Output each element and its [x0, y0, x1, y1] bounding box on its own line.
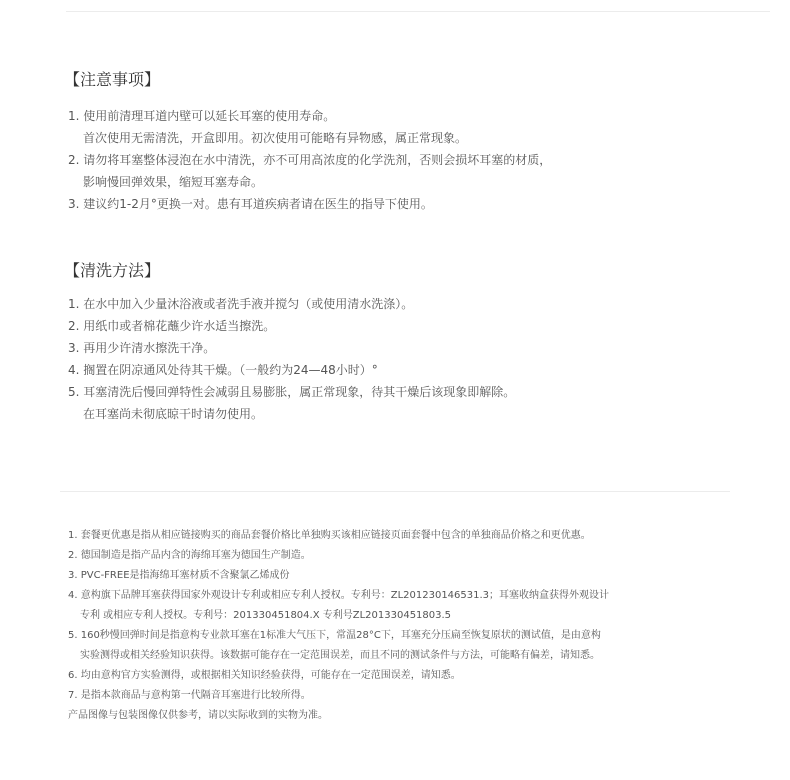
- attention-item-3: 3. 建议约1-2月°更换一对。患有耳道疾病者请在医生的指导下使用。: [68, 197, 433, 211]
- cleaning-item-4: 4. 搁置在阴凉通风处待其干燥。（一般约为24—48小时）°: [68, 363, 378, 377]
- footnote-6: 6. 均由意构官方实验测得，或根据相关知识经验获得，可能存在一定范围误差，请知悉。: [68, 670, 461, 681]
- cleaning-heading: 【清洗方法】: [64, 261, 161, 280]
- cleaning-item-2: 2. 用纸巾或者棉花蘸少许水适当擦洗。: [68, 319, 276, 333]
- footnote-4: 4. 意构旗下品牌耳塞获得国家外观设计专利或相应专利人授权。专利号：ZL201230146531.3；耳塞收纳盒获得外观设计: [68, 590, 610, 601]
- footnote-1: 1. 套餐更优惠是指从相应链接购买的商品套餐价格比单独购买该相应链接页面套餐中包含的单独商品价格之和更优惠。: [68, 530, 591, 541]
- footnote-list: [68, 526, 609, 726]
- cleaning-item-5-continued: 在耳塞尚未彻底晾干时请勿使用。: [83, 407, 264, 421]
- footnote-5-continued: 实验测得或相关经验知识获得。该数据可能存在一定范围误差，而且不同的测试条件与方法，可能略有偏差，请知悉。: [80, 650, 600, 661]
- top-divider: [66, 11, 770, 12]
- footnote-3: 3. PVC-FREE是指海绵耳塞材质不含聚氯乙烯成份: [68, 570, 290, 581]
- footnote-divider: [60, 491, 730, 492]
- cleaning-item-5: 5. 耳塞清洗后慢回弹特性会减弱且易膨胀，属正常现象，待其干燥后该现象即解除。: [68, 385, 516, 399]
- attention-item-2: 2. 请勿将耳塞整体浸泡在水中清洗，亦不可用高浓度的化学洗剂，否则会损坏耳塞的材质，: [68, 153, 552, 167]
- footnote-5: 5. 160秒慢回弹时间是指意构专业款耳塞在1标准大气压下，常温28°C下，耳塞充分压扁至恢复原状的测试值，是由意构: [68, 630, 601, 641]
- attention-list: [68, 105, 551, 215]
- footnote-7: 7. 是指本款商品与意构第一代隔音耳塞进行比较所得。: [68, 690, 311, 701]
- cleaning-item-3: 3. 再用少许清水擦洗干净。: [68, 341, 216, 355]
- attention-item-1: 1. 使用前清理耳道内壁可以延长耳塞的使用寿命。: [68, 109, 336, 123]
- footnote-2: 2. 德国制造是指产品内含的海绵耳塞为德国生产制造。: [68, 550, 311, 561]
- cleaning-list: [68, 293, 515, 425]
- footnote-4-continued: 专利 或相应专利人授权。专利号：201330451804.X 专利号ZL201330451803.5: [80, 610, 452, 621]
- cleaning-item-1: 1. 在水中加入少量沐浴液或者洗手液并搅匀（或使用清水洗涤）。: [68, 297, 414, 311]
- attention-item-2-continued: 影响慢回弹效果，缩短耳塞寿命。: [83, 175, 264, 189]
- attention-heading: 【注意事项】: [64, 70, 161, 89]
- product-image-disclaimer: 产品图像与包装图像仅供参考，请以实际收到的实物为准。: [68, 710, 328, 721]
- attention-item-1-continued: 首次使用无需清洗，开盒即用。初次使用可能略有异物感，属正常现象。: [83, 131, 468, 145]
